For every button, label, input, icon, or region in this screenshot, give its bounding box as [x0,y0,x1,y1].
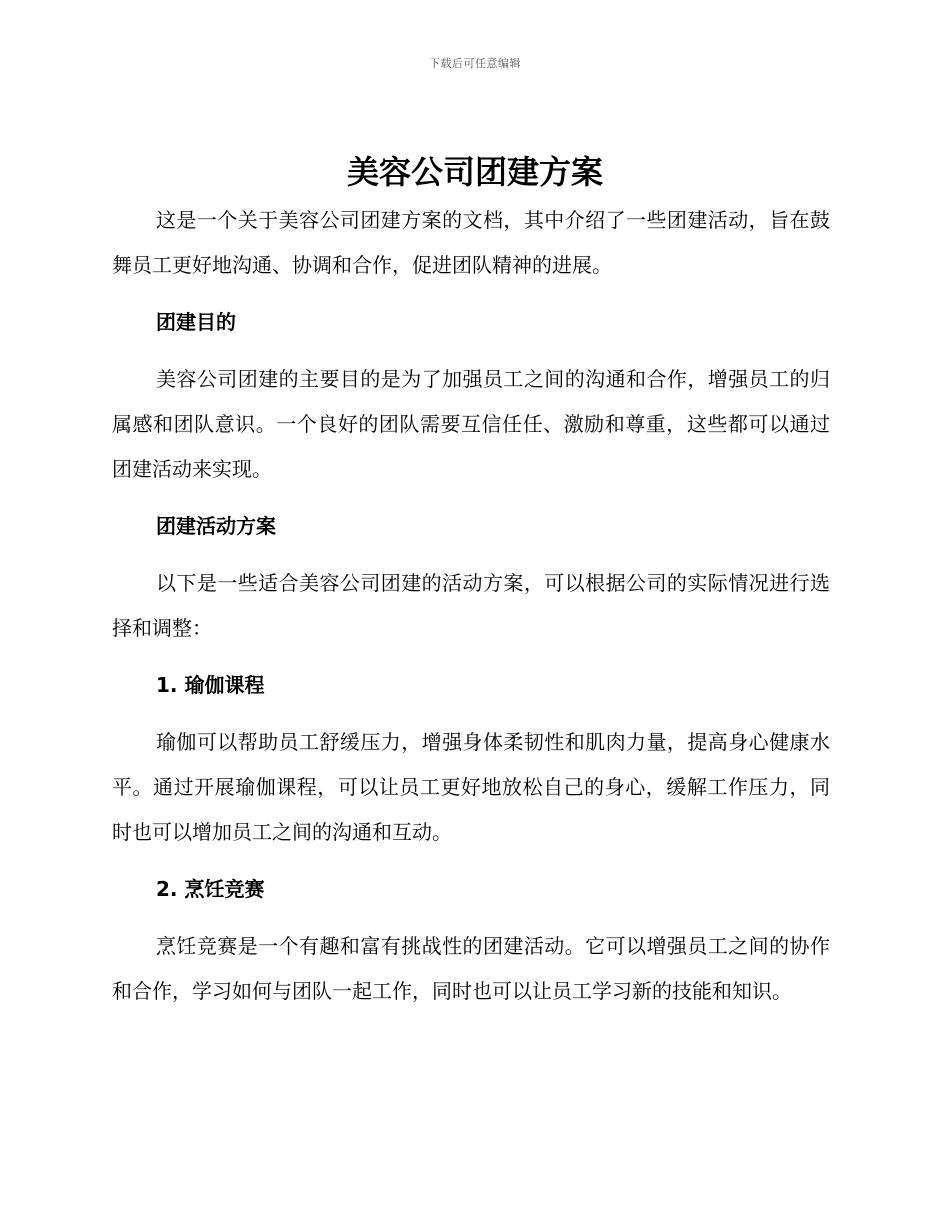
section-body-purpose: 美容公司团建的主要目的是为了加强员工之间的沟通和合作，增强员工的归属感和团队意识。一个良好的团队需要互信任任、激励和尊重，这些都可以通过团建活动来实现。 [112,367,830,481]
header-note: 下载后可任意编辑 [429,57,521,70]
section-body-activities: 以下是一些适合美容公司团建的活动方案，可以根据公司的实际情况进行选择和调整： [112,571,830,640]
intro-paragraph: 这是一个关于美容公司团建方案的文档，其中介绍了一些团建活动，旨在鼓舞员工更好地沟通、协调和合作，促进团队精神的进展。 [112,208,830,277]
section-body-cooking: 烹饪竞赛是一个有趣和富有挑战性的团建活动。它可以增强员工之间的协作和合作，学习如何与团队一起工作，同时也可以让员工学习新的技能和知识。 [112,934,830,1003]
section-heading-cooking: 2. 烹饪竞赛 [156,877,265,901]
section-body-yoga: 瑜伽可以帮助员工舒缓压力，增强身体柔韧性和肌肉力量，提高身心健康水平。通过开展瑜伽课程，可以让员工更好地放松自己的身心，缓解工作压力，同时也可以增加员工之间的沟通和互动。 [112,730,830,844]
document-title: 美容公司团建方案 [346,153,603,191]
document-body [112,198,830,1014]
section-heading-activities: 团建活动方案 [156,514,276,538]
section-heading-yoga: 1. 瑜伽课程 [156,673,265,697]
section-heading-purpose: 团建目的 [156,310,236,334]
